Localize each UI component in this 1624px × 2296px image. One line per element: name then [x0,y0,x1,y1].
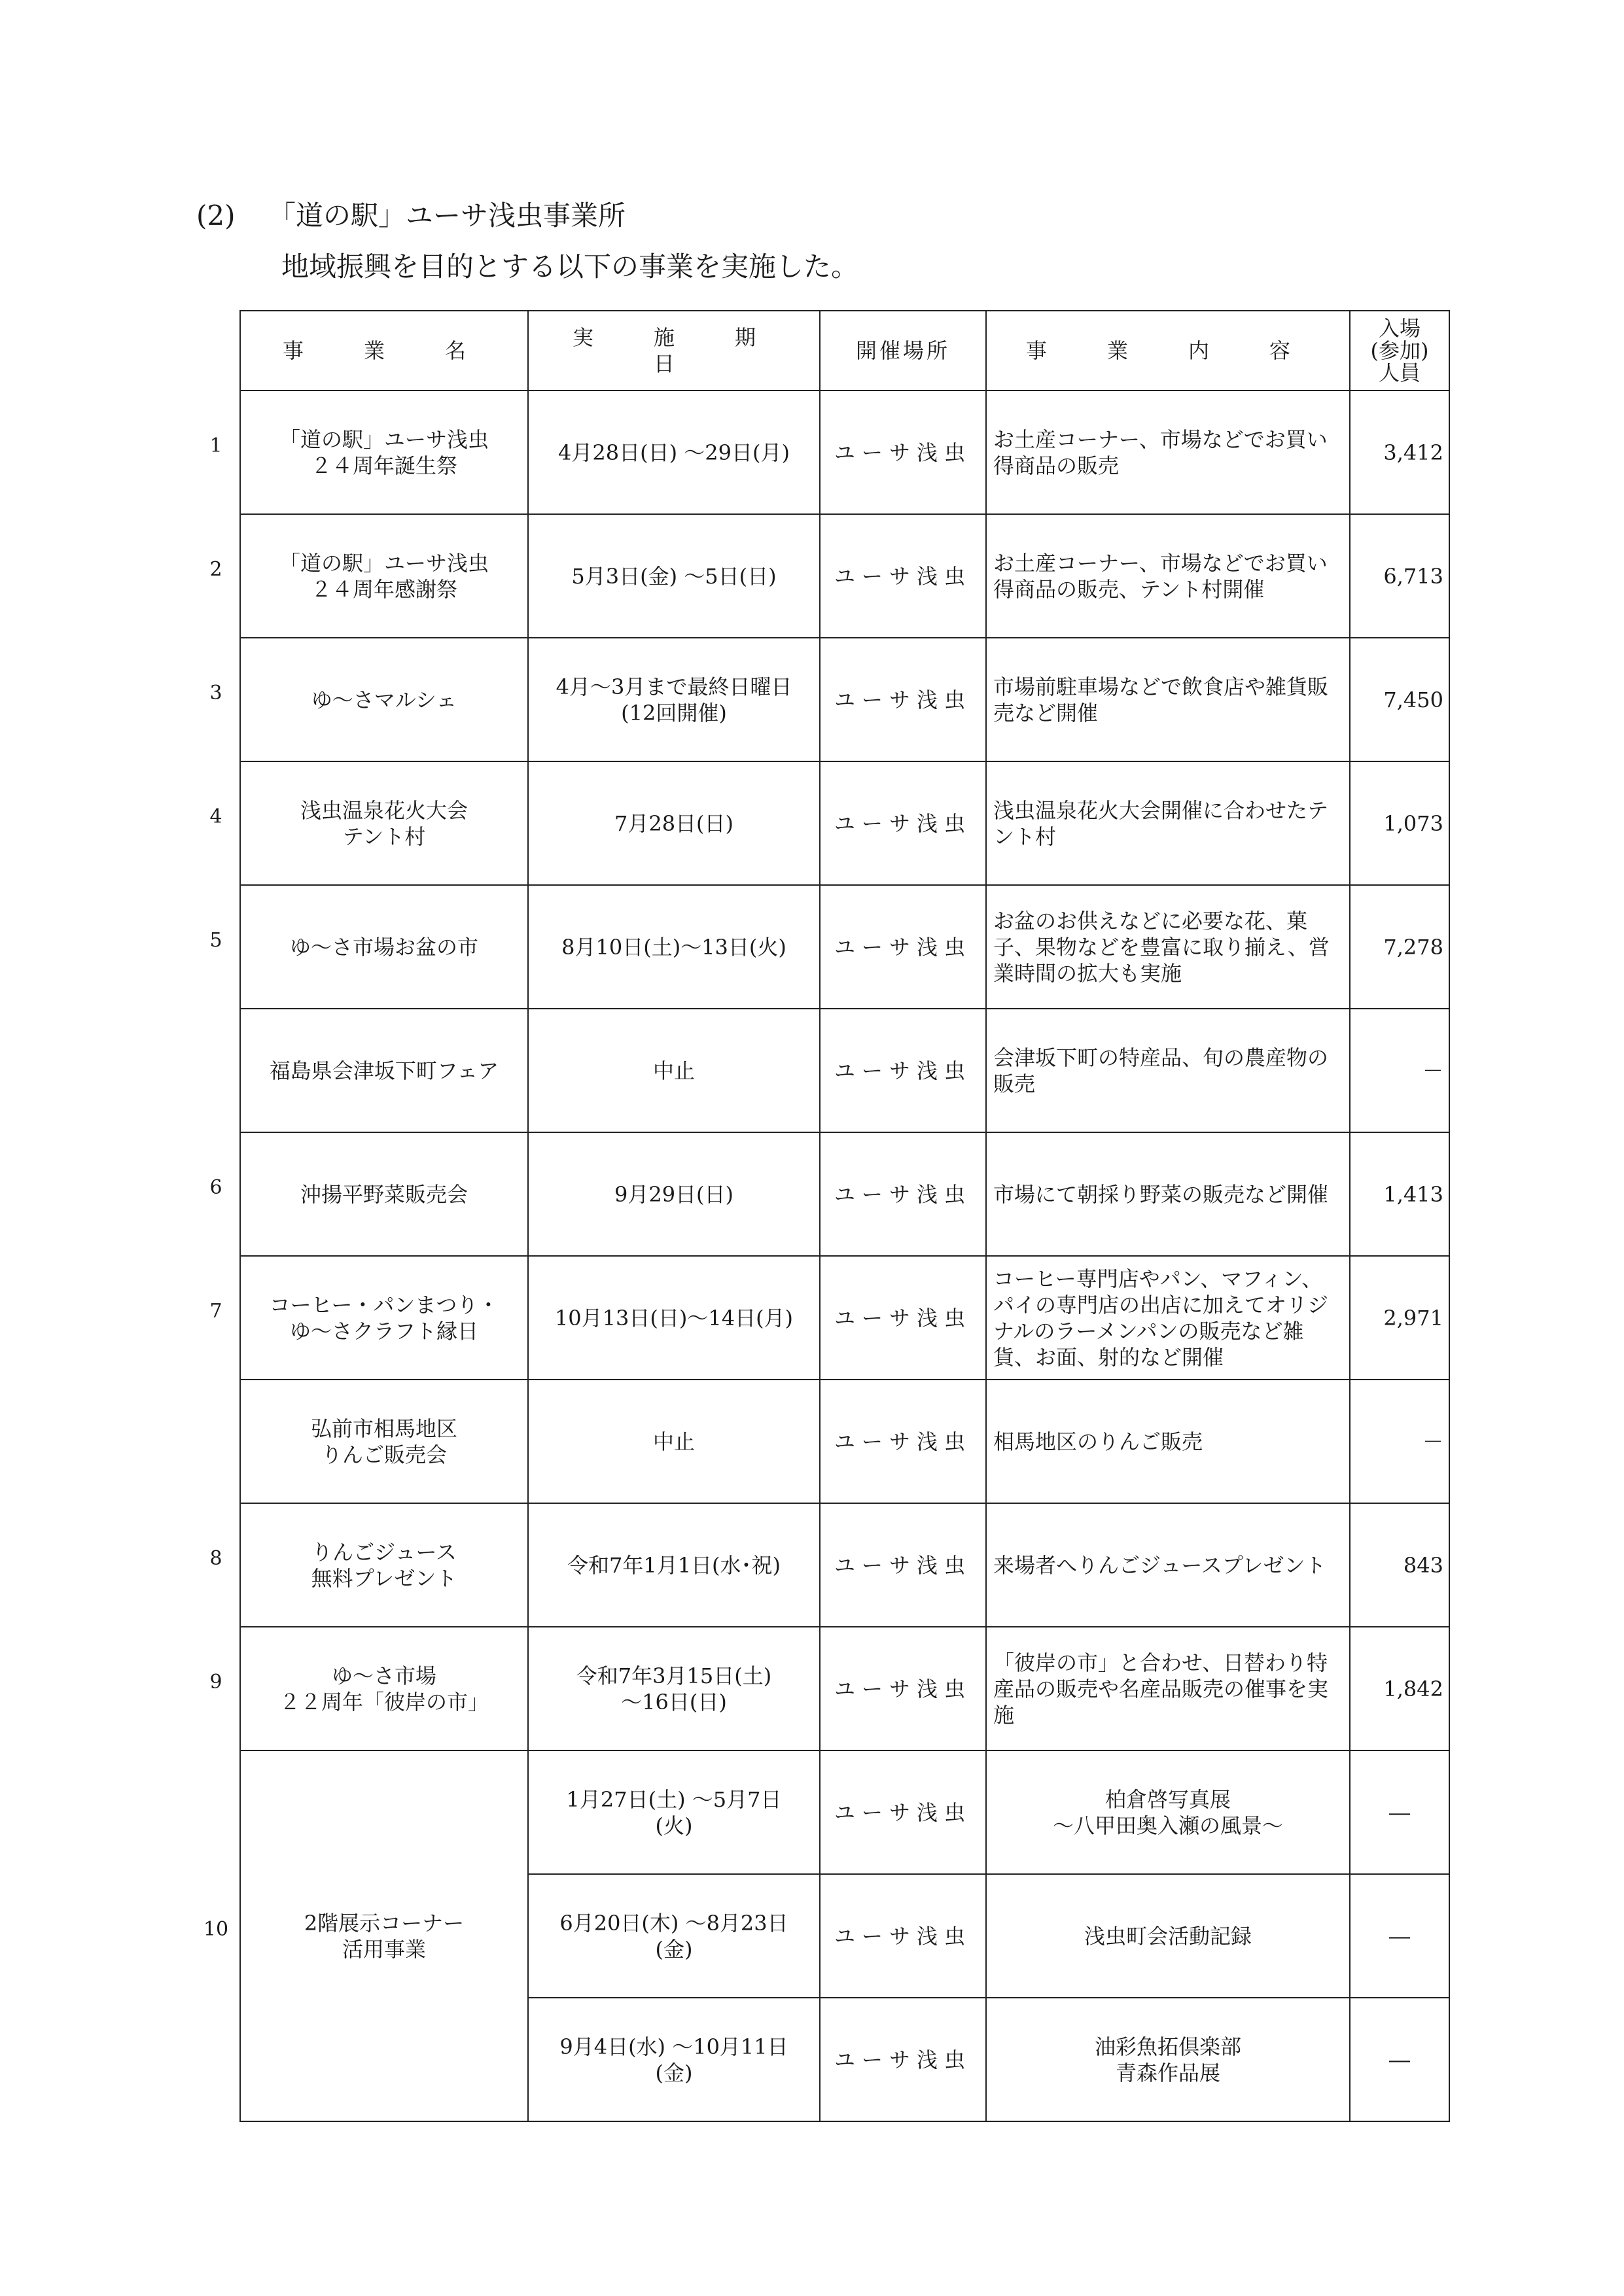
event-name: 「道の駅」ユーサ浅虫 ２４周年誕生祭 [240,391,528,514]
event-period: 9月4日(水) ～10月11日 (金) [528,1998,820,2121]
event-venue: ユーサ浅虫 [820,761,986,885]
event-attendance: 2,971 [1350,1256,1449,1380]
event-content: コーヒー専門店やパン、マフィン、パイの専門店の出店に加えてオリジナルのラーメンパンの販売など雑貨、お面、射的など開催 [986,1256,1350,1380]
event-content: お盆のお供えなどに必要な花、菓子、果物などを豊富に取り揃え、営業時間の拡大も実施 [986,885,1350,1009]
event-venue: ユーサ浅虫 [820,885,986,1009]
header-event-name: 事 業 名 [240,311,528,391]
event-content: 相馬地区のりんご販売 [986,1380,1350,1503]
event-venue: ユーサ浅虫 [820,1380,986,1503]
event-content: 会津坂下町の特産品、旬の農産物の販売 [986,1009,1350,1132]
event-content: お土産コーナー、市場などでお買い得商品の販売、テント村開催 [986,514,1350,638]
row-number: 9 [209,1671,222,1694]
event-period: 中止 [528,1380,820,1503]
event-name: ゆ～さマルシェ [240,638,528,761]
event-period: 1月27日(土) ～5月7日 (火) [528,1750,820,1874]
event-name: ゆ～さ市場お盆の市 [240,885,528,1009]
row-number: 7 [209,1300,222,1323]
event-attendance: ― [1350,1874,1449,1998]
event-content: 浅虫町会活動記録 [986,1874,1350,1998]
event-venue: ユーサ浅虫 [820,1132,986,1256]
event-period: 6月20日(木) ～8月23日 (金) [528,1874,820,1998]
table-row [240,1627,1449,1750]
event-period: 5月3日(金) ～5日(日) [528,514,820,638]
event-name: コーヒー・パンまつり・ ゆ～さクラフト縁日 [240,1256,528,1380]
section-heading [196,196,626,235]
event-attendance: 1,842 [1350,1627,1449,1750]
table-row [240,1503,1449,1627]
row-number: 4 [209,805,222,828]
event-name: りんごジュース 無料プレゼント [240,1503,528,1627]
event-attendance: 7,278 [1350,885,1449,1009]
event-attendance: 3,412 [1350,391,1449,514]
event-attendance: 843 [1350,1503,1449,1627]
row-number: 10 [203,1918,229,1941]
event-period: 中止 [528,1009,820,1132]
event-content: 市場前駐車場などで飲食店や雑貨販売など開催 [986,638,1350,761]
event-attendance: 1,413 [1350,1132,1449,1256]
event-venue: ユーサ浅虫 [820,1009,986,1132]
event-period: 8月10日(土)～13日(火) [528,885,820,1009]
event-venue: ユーサ浅虫 [820,1998,986,2121]
row-number: 5 [209,929,222,952]
row-number: 3 [209,682,222,704]
event-period: 令和7年1月1日(水･祝) [528,1503,820,1627]
row-number: 1 [209,434,222,457]
event-name: ゆ～さ市場 ２２周年「彼岸の市」 [240,1627,528,1750]
event-venue: ユーサ浅虫 [820,1627,986,1750]
event-content: 市場にて朝採り野菜の販売など開催 [986,1132,1350,1256]
events-table [239,310,1450,2122]
event-venue: ユーサ浅虫 [820,1256,986,1380]
row-number: 2 [209,558,222,581]
table-row [240,1750,1449,1874]
event-period: 10月13日(日)～14日(月) [528,1256,820,1380]
event-name: 沖揚平野菜販売会 [240,1132,528,1256]
header-content: 事 業 内 容 [986,311,1350,391]
table-row [240,638,1449,761]
event-content: 柏倉啓写真展 ～八甲田奥入瀬の風景～ [986,1750,1350,1874]
table-row [240,1380,1449,1503]
event-attendance: － [1350,1009,1449,1132]
table-row [240,1256,1449,1380]
event-attendance: 6,713 [1350,514,1449,638]
event-name: 「道の駅」ユーサ浅虫 ２４周年感謝祭 [240,514,528,638]
row-number: 8 [209,1547,222,1570]
table-row [240,761,1449,885]
table-row [240,1009,1449,1132]
event-venue: ユーサ浅虫 [820,391,986,514]
table-row [240,391,1449,514]
event-content: 浅虫温泉花火大会開催に合わせたテント村 [986,761,1350,885]
event-name: 弘前市相馬地区 りんご販売会 [240,1380,528,1503]
row-number: 6 [209,1176,222,1199]
section-number: (2) [196,200,236,232]
table-header-row [240,311,1449,391]
event-name: 浅虫温泉花火大会 テント村 [240,761,528,885]
table-row [240,514,1449,638]
header-attendance: 入場 (参加) 人員 [1350,311,1449,391]
event-content: 来場者へりんごジュースプレゼント [986,1503,1350,1627]
event-venue: ユーサ浅虫 [820,514,986,638]
event-venue: ユーサ浅虫 [820,1503,986,1627]
event-period: 7月28日(日) [528,761,820,885]
event-period: 4月～3月まで最終日曜日 (12回開催) [528,638,820,761]
event-period: 4月28日(日) ～29日(月) [528,391,820,514]
header-venue: 開催場所 [820,311,986,391]
event-period: 令和7年3月15日(土) ～16日(日) [528,1627,820,1750]
section-description: 地域振興を目的とする以下の事業を実施した。 [281,251,859,283]
event-name: 2階展示コーナー 活用事業 [240,1750,528,2121]
event-content: 油彩魚拓倶楽部 青森作品展 [986,1998,1350,2121]
event-content: 「彼岸の市」と合わせ、日替わり特産品の販売や名産品販売の催事を実施 [986,1627,1350,1750]
event-attendance: ― [1350,1750,1449,1874]
event-venue: ユーサ浅虫 [820,638,986,761]
event-venue: ユーサ浅虫 [820,1750,986,1874]
event-period: 9月29日(日) [528,1132,820,1256]
event-venue: ユーサ浅虫 [820,1874,986,1998]
event-attendance: － [1350,1380,1449,1503]
event-attendance: 1,073 [1350,761,1449,885]
section-title: 「道の駅」ユーサ浅虫事業所 [268,200,626,232]
header-period: 実 施 期 日 [528,311,820,391]
event-name: 福島県会津坂下町フェア [240,1009,528,1132]
event-attendance: 7,450 [1350,638,1449,761]
table-row [240,885,1449,1009]
event-content: お土産コーナー、市場などでお買い得商品の販売 [986,391,1350,514]
event-attendance: ― [1350,1998,1449,2121]
table-row [240,1132,1449,1256]
